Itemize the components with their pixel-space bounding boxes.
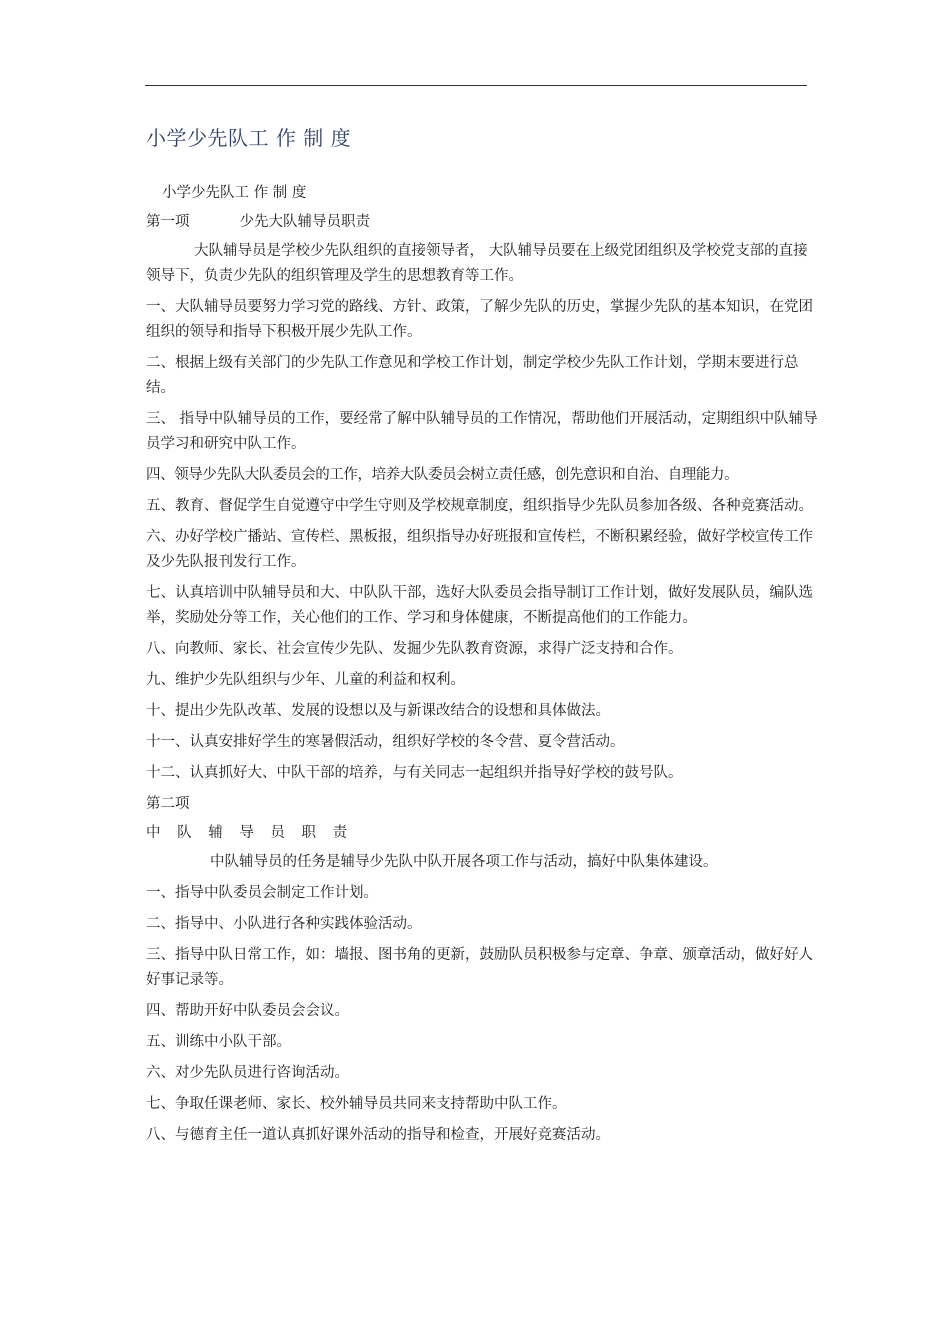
section-2-item: 四、帮助开好中队委员会会议。 bbox=[146, 1003, 349, 1019]
section-1-item: 一、大队辅导员要努力学习党的路线、方针、政策，了解少先队的历史，掌握少先队的基本知识，在党团组织的领导和指导下积极开展少先队工作。 bbox=[146, 299, 813, 340]
section-1-item: 十二、认真抓好大、中队干部的培养，与有关同志一起组织并指导好学校的鼓号队。 bbox=[146, 765, 683, 781]
section-1-item: 八、向教师、家长、社会宣传少先队、发掘少先队教育资源，求得广泛支持和合作。 bbox=[146, 641, 683, 657]
section-1-item: 十、提出少先队改革、发展的设想以及与新课改结合的设想和具体做法。 bbox=[146, 703, 610, 719]
section-1-item: 十一、认真安排好学生的寒暑假活动，组织好学校的冬令营、夏令营活动。 bbox=[146, 734, 625, 750]
document-title: 小学少先队工 作 制 度 bbox=[146, 126, 352, 150]
section-1-item: 五、教育、督促学生自觉遵守中学生守则及学校规章制度，组织指导少先队员参加各级、各种竞赛活动。 bbox=[146, 498, 813, 514]
section-1-item: 二、根据上级有关部门的少先队工作意见和学校工作计划，制定学校少先队工作计划，学期末要进行总结。 bbox=[146, 355, 799, 396]
document-body bbox=[146, 181, 818, 1154]
section-2-item: 二、指导中、小队进行各种实践体验活动。 bbox=[146, 916, 422, 932]
section-2-intro: 中队辅导员的任务是辅导少先队中队开展各项工作与活动，搞好中队集体建设。 bbox=[210, 854, 718, 870]
section-2-item: 五、训练中小队干部。 bbox=[146, 1034, 291, 1050]
header-rule bbox=[145, 85, 807, 86]
section-1-item: 三、 指导中队辅导员的工作，要经常了解中队辅导员的工作情况，帮助他们开展活动，定期组织中队辅导员学习和研究中队工作。 bbox=[146, 411, 818, 452]
section-1-item: 六、办好学校广播站、宣传栏、黑板报，组织指导办好班报和宣传栏，不断积累经验，做好学校宣传工作及少先队报刊发行工作。 bbox=[146, 529, 813, 570]
section-2-item: 三、指导中队日常工作，如：墙报、图书角的更新，鼓励队员积极参与定章、争章、颁章活动，做好好人好事记录等。 bbox=[146, 947, 813, 988]
section-2-item: 七、争取任课老师、家长、校外辅导员共同来支持帮助中队工作。 bbox=[146, 1096, 567, 1112]
section-1-intro: 大队辅导员是学校少先队组织的直接领导者， 大队辅导员要在上级党团组织及学校党支部的直接领导下，负责少先队的组织管理及学生的思想教育等工作。 bbox=[146, 243, 808, 284]
section-1-item: 四、领导少先队大队委员会的工作，培养大队委员会树立责任感，创先意识和自治、自理能力。 bbox=[146, 467, 739, 483]
section-1-item: 七、认真培训中队辅导员和大、中队队干部，选好大队委员会指导制订工作计划，做好发展队员，编队选举，奖励处分等工作，关心他们的工作、学习和身体健康，不断提高他们的工作能力。 bbox=[146, 585, 813, 626]
section-2-item: 六、对少先队员进行咨询活动。 bbox=[146, 1065, 349, 1081]
section-2-label: 第二项 bbox=[146, 796, 190, 812]
section-2-item: 一、指导中队委员会制定工作计划。 bbox=[146, 885, 378, 901]
section-1-heading: 少先大队辅导员职责 bbox=[239, 214, 370, 230]
section-1-header bbox=[146, 210, 818, 235]
document-subtitle: 小学少先队工 作 制 度 bbox=[162, 185, 307, 201]
section-1-label: 第一项 bbox=[146, 214, 190, 230]
section-2-item: 八、与德育主任一道认真抓好课外活动的指导和检查，开展好竞赛活动。 bbox=[146, 1127, 610, 1143]
section-1-item: 九、维护少先队组织与少年、儿童的利益和权利。 bbox=[146, 672, 465, 688]
section-2-heading: 中 队 辅 导 员 职 责 bbox=[146, 825, 354, 841]
